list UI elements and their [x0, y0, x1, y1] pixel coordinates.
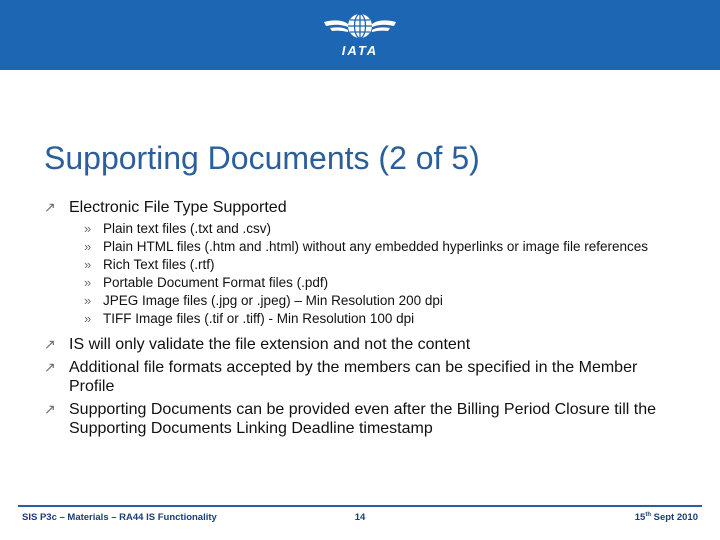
footer-left-text: SIS P3c – Materials – RA44 IS Functionality: [22, 512, 217, 523]
bullet-arrow-icon: ↗: [44, 199, 56, 215]
sub-bullet-text: Plain text files (.txt and .csv): [103, 221, 272, 236]
footer-divider: [18, 505, 702, 507]
sub-bullet-item: [44, 221, 684, 237]
bullet-validation: [44, 335, 684, 354]
sub-bullet-text: Rich Text files (.rtf): [103, 257, 215, 272]
bullet-text: Electronic File Type Supported: [69, 199, 287, 216]
footer-date: [635, 512, 698, 523]
logo-text: IATA: [341, 43, 379, 58]
sub-bullet-marker: »: [84, 275, 92, 290]
bullet-text: Supporting Documents can be provided even after the Billing Period Closure till the Supporting Documents Linking Deadline timestamp: [69, 401, 656, 437]
sub-bullet-marker: »: [84, 221, 92, 236]
bullet-file-types: [44, 198, 684, 217]
iata-globe-icon: [320, 10, 400, 44]
sub-bullet-text: Plain HTML files (.htm and .html) without any embedded hyperlinks or image file references: [103, 239, 648, 254]
sub-bullet-marker: »: [84, 239, 92, 254]
sub-bullet-item: [44, 275, 684, 291]
bullet-text: Additional file formats accepted by the members can be specified in the Member Profile: [69, 359, 638, 395]
bullet-list: [44, 198, 684, 442]
sub-bullet-list: [44, 221, 684, 327]
sub-bullet-text: TIFF Image files (.tif or .tiff) - Min Resolution 100 dpi: [103, 311, 415, 326]
bullet-arrow-icon: ↗: [44, 336, 56, 352]
footer-date-day: 15: [634, 512, 646, 524]
footer-page-number: 14: [354, 512, 366, 523]
sub-bullet-item: [44, 293, 684, 309]
sub-bullet-item: [44, 311, 684, 327]
sub-bullet-item: [44, 239, 684, 255]
slide-title: Supporting Documents (2 of 5): [44, 140, 480, 176]
sub-bullet-marker: »: [84, 311, 92, 326]
sub-bullet-text: Portable Document Format files (.pdf): [103, 275, 329, 290]
sub-bullet-marker: »: [84, 257, 92, 272]
bullet-text: IS will only validate the file extension and not the content: [69, 336, 471, 353]
footer-date-suffix: th: [645, 512, 651, 518]
footer-date-rest: Sept 2010: [651, 512, 698, 524]
header-band: [0, 0, 720, 70]
bullet-arrow-icon: ↗: [44, 401, 56, 417]
sub-bullet-marker: »: [84, 293, 92, 308]
bullet-provided-after-closure: [44, 400, 684, 438]
sub-bullet-item: [44, 257, 684, 273]
bullet-additional-formats: [44, 358, 684, 396]
sub-bullet-text: JPEG Image files (.jpg or .jpeg) – Min Resolution 200 dpi: [103, 293, 443, 308]
bullet-arrow-icon: ↗: [44, 359, 56, 375]
iata-logo: [320, 10, 400, 64]
